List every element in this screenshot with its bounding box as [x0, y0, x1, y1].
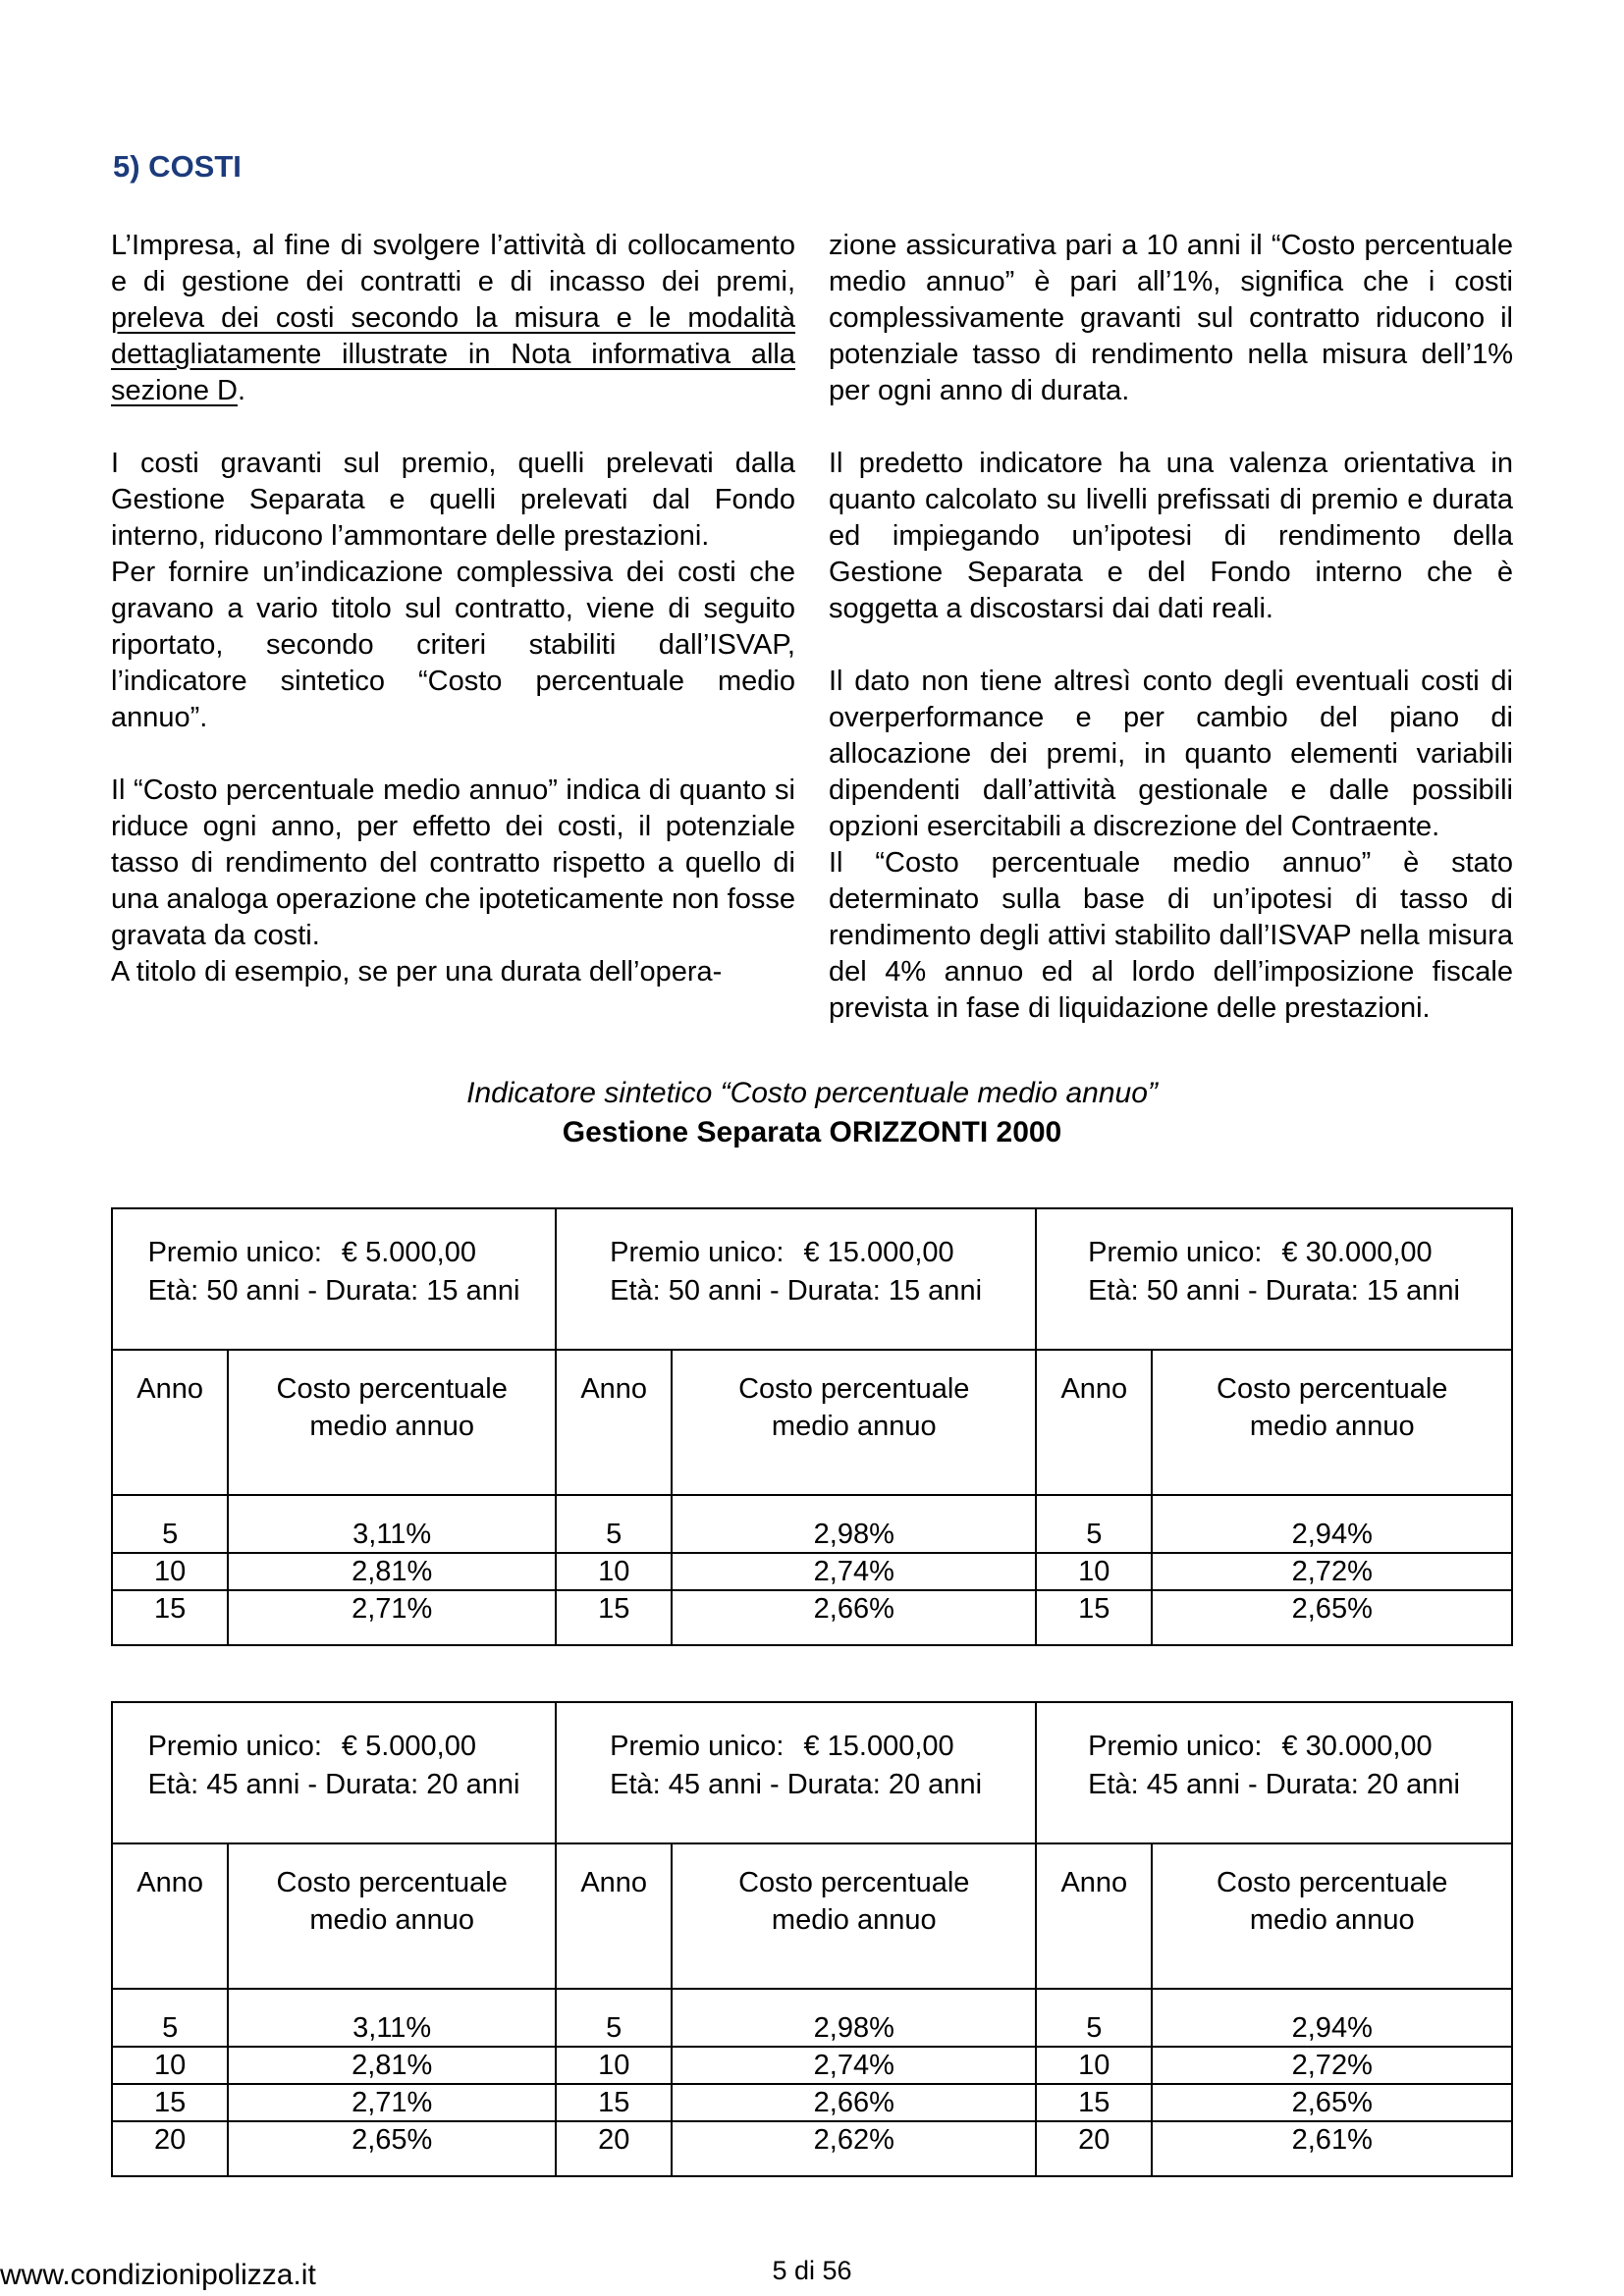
- cell-costo: 2,62%: [672, 2121, 1036, 2176]
- premio-value: € 30.000,00: [1281, 1237, 1433, 1268]
- cell-costo: 2,65%: [1152, 1590, 1512, 1645]
- cell-anno: 10: [1036, 1553, 1152, 1590]
- premio-label: Premio unico:: [147, 1731, 322, 1762]
- cell-costo: 2,66%: [672, 2084, 1036, 2121]
- column-header-anno: Anno: [556, 1843, 672, 1989]
- cell-anno: 15: [112, 1590, 228, 1645]
- cell-anno: 5: [1036, 1989, 1152, 2047]
- page-number: 5 di 56: [772, 2256, 852, 2285]
- group-header-text: [610, 1728, 982, 1804]
- cell-anno: 15: [112, 2084, 228, 2121]
- premio-value: € 15.000,00: [803, 1731, 954, 1762]
- column-header-costo: [228, 1843, 556, 1989]
- column-header-costo-text: Costo percentuale medio annuo: [276, 1867, 508, 1936]
- watermark-url: www.condizionipolizza.it: [0, 2259, 316, 2291]
- table-row: [112, 1208, 1512, 1350]
- cell-anno: 10: [112, 1553, 228, 1590]
- cell-costo: 2,71%: [228, 2084, 556, 2121]
- cell-costo: 2,65%: [228, 2121, 556, 2176]
- column-header-costo-text: Costo percentuale medio annuo: [276, 1373, 508, 1442]
- cell-anno: 5: [556, 1989, 672, 2047]
- cell-costo: 2,61%: [1152, 2121, 1512, 2176]
- premio-label: Premio unico:: [610, 1237, 785, 1268]
- column-header-costo-text: Costo percentuale medio annuo: [1217, 1373, 1448, 1442]
- left-column: [111, 228, 795, 1027]
- group-header-text: [1088, 1728, 1460, 1804]
- cell-costo: 3,11%: [228, 1495, 556, 1553]
- premio-label: Premio unico:: [1088, 1731, 1263, 1762]
- cell-anno: 15: [556, 2084, 672, 2121]
- costi-table-durata-15: [111, 1207, 1513, 1646]
- group-header-5000: [112, 1702, 556, 1843]
- table-row: [112, 1989, 1512, 2047]
- cell-anno: 20: [1036, 2121, 1152, 2176]
- right-column: [829, 228, 1513, 1027]
- two-column-text: [111, 228, 1513, 1027]
- paragraph-per-fornire: Per fornire un’indicazione complessiva dei costi che gravano a vario titolo sul contratto, viene di seguito riportato, secondo criteri stabiliti dall’ISVAP, l’indicatore sintetico “Costo percentuale medio annuo”.: [111, 557, 795, 733]
- paragraph-determinato: Il “Costo percentuale medio annuo” è stato determinato sulla base di un’ipotesi di tasso di rendimento degli attivi stabilito dall’ISVAP nella misura del 4% annuo ed al lordo dell’imposizione fiscale prevista in fase di liquidazione delle prestazioni.: [829, 847, 1513, 1024]
- cell-anno: 15: [556, 1590, 672, 1645]
- cell-anno: 5: [112, 1989, 228, 2047]
- caption-indicatore: Indicatore sintetico “Costo percentuale medio annuo”: [466, 1077, 1158, 1109]
- column-header-anno: Anno: [112, 1843, 228, 1989]
- column-header-anno: Anno: [112, 1350, 228, 1495]
- paragraph-impresa-underlined: preleva dei costi secondo la misura e le modalità dettagliatamente illustrate in Nota informativa alla sezione D: [111, 302, 795, 406]
- cell-anno: 5: [556, 1495, 672, 1553]
- paragraph-zione-assicurativa: zione assicurativa pari a 10 anni il “Costo percentuale medio annuo” è pari all’1%, significa che i costi complessivamente gravanti sul contratto riducono il potenziale tasso di rendimento nella misura dell’1% per ogni anno di durata.: [829, 230, 1513, 406]
- group-header-text: [148, 1728, 520, 1804]
- tables-caption: [111, 1074, 1513, 1152]
- table-row: [112, 2084, 1512, 2121]
- premio-label: Premio unico:: [610, 1731, 785, 1762]
- cell-anno: 10: [556, 2047, 672, 2084]
- cell-costo: 2,74%: [672, 2047, 1036, 2084]
- paragraph-impresa: [111, 228, 795, 409]
- cell-costo: 2,72%: [1152, 1553, 1512, 1590]
- eta-durata: Età: 50 anni - Durata: 15 anni: [147, 1275, 520, 1307]
- caption-gestione-separata: Gestione Separata ORIZZONTI 2000: [562, 1116, 1062, 1148]
- cell-costo: 2,66%: [672, 1590, 1036, 1645]
- cell-costo: 2,74%: [672, 1553, 1036, 1590]
- column-header-costo: [672, 1350, 1036, 1495]
- premio-label: Premio unico:: [147, 1237, 322, 1268]
- cell-anno: 15: [1036, 1590, 1152, 1645]
- column-header-costo: [228, 1350, 556, 1495]
- group-header-text: [1088, 1234, 1460, 1310]
- column-header-costo-text: Costo percentuale medio annuo: [1217, 1867, 1448, 1936]
- table-row: [112, 1702, 1512, 1843]
- cell-anno: 20: [556, 2121, 672, 2176]
- section-title: 5) COSTI: [113, 149, 242, 184]
- cell-costo: 2,94%: [1152, 1495, 1512, 1553]
- table-row: [112, 2047, 1512, 2084]
- table-row: [112, 2121, 1512, 2176]
- cell-costo: 2,71%: [228, 1590, 556, 1645]
- cell-anno: 5: [112, 1495, 228, 1553]
- eta-durata: Età: 45 anni - Durata: 20 anni: [147, 1769, 520, 1800]
- cell-costo: 2,98%: [672, 1495, 1036, 1553]
- cell-costo: 2,94%: [1152, 1989, 1512, 2047]
- group-header-30000: [1036, 1208, 1512, 1350]
- eta-durata: Età: 50 anni - Durata: 15 anni: [610, 1275, 983, 1307]
- premio-value: € 5.000,00: [341, 1237, 476, 1268]
- paragraph-costi-gravanti: I costi gravanti sul premio, quelli prelevati dalla Gestione Separata e quelli prelevati dal Fondo interno, riducono l’ammontare delle prestazioni.: [111, 448, 795, 552]
- column-header-costo: [1152, 1843, 1512, 1989]
- group-header-15000: [556, 1702, 1036, 1843]
- costi-table-durata-20: [111, 1701, 1513, 2177]
- cell-anno: 5: [1036, 1495, 1152, 1553]
- column-header-costo: [1152, 1350, 1512, 1495]
- cell-anno: 10: [556, 1553, 672, 1590]
- cell-anno: 10: [112, 2047, 228, 2084]
- cell-anno: 10: [1036, 2047, 1152, 2084]
- table-row: [112, 1843, 1512, 1989]
- column-header-anno: Anno: [1036, 1843, 1152, 1989]
- premio-value: € 15.000,00: [803, 1237, 954, 1268]
- column-header-anno: Anno: [556, 1350, 672, 1495]
- premio-label: Premio unico:: [1088, 1237, 1263, 1268]
- group-header-text: [148, 1234, 520, 1310]
- eta-durata: Età: 50 anni - Durata: 15 anni: [1088, 1275, 1460, 1307]
- cell-costo: 2,72%: [1152, 2047, 1512, 2084]
- premio-value: € 30.000,00: [1281, 1731, 1433, 1762]
- group-header-5000: [112, 1208, 556, 1350]
- column-header-costo-text: Costo percentuale medio annuo: [738, 1867, 970, 1936]
- paragraph-indica-di-quanto: Il “Costo percentuale medio annuo” indica di quanto si riduce ogni anno, per effetto dei costi, il potenziale tasso di rendimento del contratto rispetto a quello di una analoga operazione che ipoteticamente non fosse gravata da costi.: [111, 774, 795, 951]
- cell-costo: 3,11%: [228, 1989, 556, 2047]
- cell-anno: 20: [112, 2121, 228, 2176]
- table-row: [112, 1350, 1512, 1495]
- paragraph-a-titolo: A titolo di esempio, se per una durata dell’opera-: [111, 956, 723, 988]
- cell-costo: 2,65%: [1152, 2084, 1512, 2121]
- group-header-15000: [556, 1208, 1036, 1350]
- table-row: [112, 1590, 1512, 1645]
- eta-durata: Età: 45 anni - Durata: 20 anni: [610, 1769, 983, 1800]
- column-header-costo-text: Costo percentuale medio annuo: [738, 1373, 970, 1442]
- premio-value: € 5.000,00: [341, 1731, 476, 1762]
- table-row: [112, 1553, 1512, 1590]
- paragraph-predetto-indicatore: Il predetto indicatore ha una valenza orientativa in quanto calcolato su livelli prefissati di premio e durata ed impiegando un’ipotesi di rendimento della Gestione Separata e del Fondo interno che è soggetta a discostarsi dai dati reali.: [829, 448, 1513, 624]
- column-header-anno: Anno: [1036, 1350, 1152, 1495]
- cell-costo: 2,81%: [228, 2047, 556, 2084]
- cell-anno: 15: [1036, 2084, 1152, 2121]
- cell-costo: 2,81%: [228, 1553, 556, 1590]
- column-header-costo: [672, 1843, 1036, 1989]
- group-header-text: [610, 1234, 982, 1310]
- paragraph-impresa-tail: .: [237, 375, 246, 406]
- eta-durata: Età: 45 anni - Durata: 20 anni: [1088, 1769, 1460, 1800]
- paragraph-dato-non-tiene: Il dato non tiene altresì conto degli eventuali costi di overperformance e per cambio del piano di allocazione dei premi, in quanto elementi variabili dipendenti dall’attività gestionale e dalle possibili opzioni esercitabili a discrezione del Contraente.: [829, 666, 1513, 842]
- group-header-30000: [1036, 1702, 1512, 1843]
- paragraph-impresa-lead: L’Impresa, al fine di svolgere l’attività di collocamento e di gestione dei contratti e di incasso dei premi,: [111, 230, 795, 297]
- cell-costo: 2,98%: [672, 1989, 1036, 2047]
- table-row: [112, 1495, 1512, 1553]
